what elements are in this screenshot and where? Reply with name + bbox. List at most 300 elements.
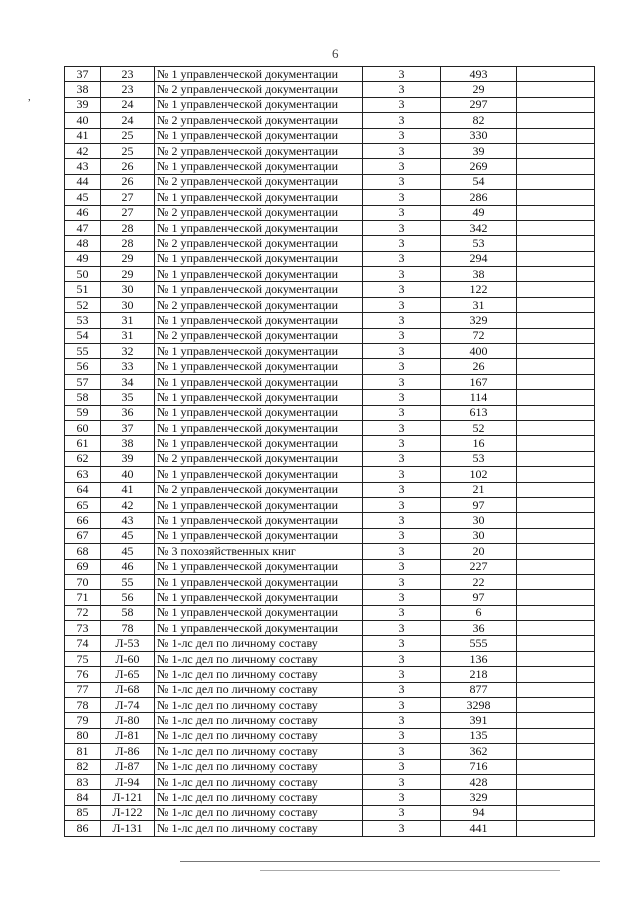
fund-number-cell: Л-65	[101, 667, 155, 682]
row-number-cell: 41	[65, 128, 101, 143]
inventory-title-cell: № 1-лс дел по личному составу	[155, 636, 363, 651]
files-count-cell: 330	[441, 128, 517, 143]
inventory-title-cell: № 1 управленческой документации	[155, 97, 363, 112]
files-count-cell: 82	[441, 113, 517, 128]
inventory-title-cell: № 1-лс дел по личному составу	[155, 790, 363, 805]
files-count-cell: 716	[441, 759, 517, 774]
fund-number-cell: 78	[101, 621, 155, 636]
inventory-title-cell: № 1 управленческой документации	[155, 220, 363, 235]
notes-cell	[517, 436, 595, 451]
storage-section-cell: 3	[363, 497, 441, 512]
row-number-cell: 83	[65, 774, 101, 789]
inventory-title-cell: № 1-лс дел по личному составу	[155, 651, 363, 666]
row-number-cell: 69	[65, 559, 101, 574]
fund-number-cell: 55	[101, 574, 155, 589]
storage-section-cell: 3	[363, 698, 441, 713]
inventory-title-cell: № 2 управленческой документации	[155, 174, 363, 189]
table-row	[65, 251, 595, 266]
fund-number-cell: 36	[101, 405, 155, 420]
table-row	[65, 297, 595, 312]
table-row	[65, 513, 595, 528]
notes-cell	[517, 420, 595, 435]
fund-number-cell: 40	[101, 467, 155, 482]
storage-section-cell: 3	[363, 236, 441, 251]
storage-section-cell: 3	[363, 128, 441, 143]
row-number-cell: 49	[65, 251, 101, 266]
fund-number-cell: 45	[101, 528, 155, 543]
archive-fund-table	[64, 66, 595, 837]
storage-section-cell: 3	[363, 528, 441, 543]
storage-section-cell: 3	[363, 159, 441, 174]
row-number-cell: 80	[65, 728, 101, 743]
notes-cell	[517, 67, 595, 82]
storage-section-cell: 3	[363, 513, 441, 528]
inventory-title-cell: № 1 управленческой документации	[155, 128, 363, 143]
files-count-cell: 877	[441, 682, 517, 697]
row-number-cell: 68	[65, 544, 101, 559]
storage-section-cell: 3	[363, 436, 441, 451]
notes-cell	[517, 774, 595, 789]
inventory-title-cell: № 1-лс дел по личному составу	[155, 728, 363, 743]
fund-number-cell: 29	[101, 251, 155, 266]
row-number-cell: 65	[65, 497, 101, 512]
notes-cell	[517, 328, 595, 343]
fund-number-cell: 33	[101, 359, 155, 374]
fund-number-cell: Л-94	[101, 774, 155, 789]
notes-cell	[517, 97, 595, 112]
row-number-cell: 62	[65, 451, 101, 466]
row-number-cell: 43	[65, 159, 101, 174]
notes-cell	[517, 605, 595, 620]
table-row	[65, 190, 595, 205]
inventory-title-cell: № 2 управленческой документации	[155, 236, 363, 251]
table-row	[65, 267, 595, 282]
table-row	[65, 544, 595, 559]
storage-section-cell: 3	[363, 559, 441, 574]
files-count-cell: 38	[441, 267, 517, 282]
inventory-title-cell: № 1 управленческой документации	[155, 251, 363, 266]
row-number-cell: 37	[65, 67, 101, 82]
notes-cell	[517, 267, 595, 282]
files-count-cell: 555	[441, 636, 517, 651]
files-count-cell: 286	[441, 190, 517, 205]
row-number-cell: 67	[65, 528, 101, 543]
files-count-cell: 30	[441, 513, 517, 528]
table-row	[65, 528, 595, 543]
table-row	[65, 744, 595, 759]
row-number-cell: 70	[65, 574, 101, 589]
fund-number-cell: 41	[101, 482, 155, 497]
notes-cell	[517, 236, 595, 251]
storage-section-cell: 3	[363, 544, 441, 559]
table-row	[65, 359, 595, 374]
notes-cell	[517, 528, 595, 543]
storage-section-cell: 3	[363, 359, 441, 374]
fund-number-cell: 24	[101, 113, 155, 128]
storage-section-cell: 3	[363, 190, 441, 205]
row-number-cell: 51	[65, 282, 101, 297]
fund-number-cell: 26	[101, 159, 155, 174]
storage-section-cell: 3	[363, 267, 441, 282]
fund-number-cell: Л-86	[101, 744, 155, 759]
inventory-title-cell: № 1 управленческой документации	[155, 513, 363, 528]
notes-cell	[517, 559, 595, 574]
inventory-title-cell: № 1 управленческой документации	[155, 374, 363, 389]
notes-cell	[517, 359, 595, 374]
fund-number-cell: 56	[101, 590, 155, 605]
storage-section-cell: 3	[363, 113, 441, 128]
inventory-title-cell: № 1 управленческой документации	[155, 467, 363, 482]
table-row	[65, 559, 595, 574]
storage-section-cell: 3	[363, 420, 441, 435]
files-count-cell: 26	[441, 359, 517, 374]
fund-number-cell: 31	[101, 313, 155, 328]
files-count-cell: 36	[441, 621, 517, 636]
table-row	[65, 328, 595, 343]
row-number-cell: 81	[65, 744, 101, 759]
files-count-cell: 135	[441, 728, 517, 743]
fund-number-cell: Л-74	[101, 698, 155, 713]
files-count-cell: 31	[441, 297, 517, 312]
notes-cell	[517, 190, 595, 205]
inventory-title-cell: № 2 управленческой документации	[155, 451, 363, 466]
files-count-cell: 72	[441, 328, 517, 343]
storage-section-cell: 3	[363, 667, 441, 682]
notes-cell	[517, 513, 595, 528]
files-count-cell: 441	[441, 821, 517, 836]
row-number-cell: 50	[65, 267, 101, 282]
row-number-cell: 40	[65, 113, 101, 128]
table-row	[65, 313, 595, 328]
inventory-title-cell: № 1-лс дел по личному составу	[155, 759, 363, 774]
table-row	[65, 205, 595, 220]
storage-section-cell: 3	[363, 390, 441, 405]
table-row	[65, 497, 595, 512]
notes-cell	[517, 143, 595, 158]
storage-section-cell: 3	[363, 744, 441, 759]
row-number-cell: 59	[65, 405, 101, 420]
notes-cell	[517, 636, 595, 651]
storage-section-cell: 3	[363, 205, 441, 220]
row-number-cell: 46	[65, 205, 101, 220]
table-row	[65, 344, 595, 359]
files-count-cell: 94	[441, 805, 517, 820]
fund-number-cell: 25	[101, 128, 155, 143]
storage-section-cell: 3	[363, 482, 441, 497]
table-row	[65, 774, 595, 789]
table-row	[65, 621, 595, 636]
notes-cell	[517, 113, 595, 128]
row-number-cell: 54	[65, 328, 101, 343]
fund-number-cell: Л-60	[101, 651, 155, 666]
inventory-title-cell: № 1 управленческой документации	[155, 159, 363, 174]
table-row	[65, 420, 595, 435]
table-row	[65, 605, 595, 620]
inventory-title-cell: № 1 управленческой документации	[155, 559, 363, 574]
storage-section-cell: 3	[363, 405, 441, 420]
files-count-cell: 16	[441, 436, 517, 451]
notes-cell	[517, 297, 595, 312]
notes-cell	[517, 374, 595, 389]
storage-section-cell: 3	[363, 297, 441, 312]
table-body	[65, 67, 595, 837]
inventory-title-cell: № 1 управленческой документации	[155, 359, 363, 374]
fund-number-cell: 24	[101, 97, 155, 112]
row-number-cell: 56	[65, 359, 101, 374]
row-number-cell: 72	[65, 605, 101, 620]
files-count-cell: 294	[441, 251, 517, 266]
row-number-cell: 71	[65, 590, 101, 605]
inventory-title-cell: № 1 управленческой документации	[155, 282, 363, 297]
inventory-title-cell: № 1 управленческой документации	[155, 313, 363, 328]
row-number-cell: 53	[65, 313, 101, 328]
notes-cell	[517, 313, 595, 328]
fund-number-cell: 45	[101, 544, 155, 559]
inventory-title-cell: № 1-лс дел по личному составу	[155, 744, 363, 759]
storage-section-cell: 3	[363, 821, 441, 836]
row-number-cell: 39	[65, 97, 101, 112]
fund-number-cell: Л-81	[101, 728, 155, 743]
fund-number-cell: 37	[101, 420, 155, 435]
notes-cell	[517, 821, 595, 836]
table-row	[65, 636, 595, 651]
row-number-cell: 75	[65, 651, 101, 666]
files-count-cell: 269	[441, 159, 517, 174]
table-row	[65, 236, 595, 251]
row-number-cell: 57	[65, 374, 101, 389]
files-count-cell: 122	[441, 282, 517, 297]
table-row	[65, 374, 595, 389]
inventory-title-cell: № 1-лс дел по личному составу	[155, 774, 363, 789]
row-number-cell: 73	[65, 621, 101, 636]
storage-section-cell: 3	[363, 574, 441, 589]
files-count-cell: 342	[441, 220, 517, 235]
fund-number-cell: 42	[101, 497, 155, 512]
table-row	[65, 405, 595, 420]
notes-cell	[517, 205, 595, 220]
notes-cell	[517, 590, 595, 605]
files-count-cell: 218	[441, 667, 517, 682]
fund-number-cell: Л-131	[101, 821, 155, 836]
storage-section-cell: 3	[363, 451, 441, 466]
fund-number-cell: 46	[101, 559, 155, 574]
storage-section-cell: 3	[363, 621, 441, 636]
storage-section-cell: 3	[363, 251, 441, 266]
row-number-cell: 84	[65, 790, 101, 805]
row-number-cell: 66	[65, 513, 101, 528]
notes-cell	[517, 651, 595, 666]
storage-section-cell: 3	[363, 82, 441, 97]
notes-cell	[517, 497, 595, 512]
inventory-title-cell: № 1 управленческой документации	[155, 528, 363, 543]
notes-cell	[517, 744, 595, 759]
files-count-cell: 329	[441, 313, 517, 328]
storage-section-cell: 3	[363, 805, 441, 820]
table-row	[65, 482, 595, 497]
fund-number-cell: 35	[101, 390, 155, 405]
files-count-cell: 102	[441, 467, 517, 482]
storage-section-cell: 3	[363, 759, 441, 774]
table-row	[65, 667, 595, 682]
inventory-title-cell: № 1-лс дел по личному составу	[155, 698, 363, 713]
table-row	[65, 282, 595, 297]
files-count-cell: 29	[441, 82, 517, 97]
row-number-cell: 52	[65, 297, 101, 312]
notes-cell	[517, 621, 595, 636]
table-row	[65, 390, 595, 405]
fund-number-cell: 27	[101, 205, 155, 220]
inventory-title-cell: № 1-лс дел по личному составу	[155, 667, 363, 682]
notes-cell	[517, 390, 595, 405]
row-number-cell: 44	[65, 174, 101, 189]
files-count-cell: 297	[441, 97, 517, 112]
files-count-cell: 20	[441, 544, 517, 559]
table-row	[65, 436, 595, 451]
inventory-title-cell: № 1 управленческой документации	[155, 344, 363, 359]
notes-cell	[517, 544, 595, 559]
notes-cell	[517, 482, 595, 497]
notes-cell	[517, 405, 595, 420]
notes-cell	[517, 574, 595, 589]
table-row	[65, 220, 595, 235]
fund-number-cell: Л-122	[101, 805, 155, 820]
files-count-cell: 52	[441, 420, 517, 435]
table-row	[65, 728, 595, 743]
inventory-title-cell: № 2 управленческой документации	[155, 482, 363, 497]
fund-number-cell: 23	[101, 67, 155, 82]
fund-number-cell: 32	[101, 344, 155, 359]
storage-section-cell: 3	[363, 636, 441, 651]
table-row	[65, 159, 595, 174]
inventory-title-cell: № 1 управленческой документации	[155, 190, 363, 205]
notes-cell	[517, 282, 595, 297]
row-number-cell: 42	[65, 143, 101, 158]
table-row	[65, 451, 595, 466]
inventory-title-cell: № 1 управленческой документации	[155, 605, 363, 620]
table-row	[65, 698, 595, 713]
inventory-title-cell: № 2 управленческой документации	[155, 297, 363, 312]
table-row	[65, 682, 595, 697]
storage-section-cell: 3	[363, 143, 441, 158]
row-number-cell: 85	[65, 805, 101, 820]
inventory-title-cell: № 1-лс дел по личному составу	[155, 821, 363, 836]
table-row	[65, 790, 595, 805]
storage-section-cell: 3	[363, 590, 441, 605]
files-count-cell: 97	[441, 590, 517, 605]
storage-section-cell: 3	[363, 313, 441, 328]
inventory-title-cell: № 2 управленческой документации	[155, 328, 363, 343]
files-count-cell: 114	[441, 390, 517, 405]
row-number-cell: 82	[65, 759, 101, 774]
notes-cell	[517, 344, 595, 359]
inventory-title-cell: № 1 управленческой документации	[155, 590, 363, 605]
table-row	[65, 174, 595, 189]
inventory-title-cell: № 1-лс дел по личному составу	[155, 805, 363, 820]
fund-number-cell: Л-80	[101, 713, 155, 728]
row-number-cell: 77	[65, 682, 101, 697]
inventory-title-cell: № 1 управленческой документации	[155, 420, 363, 435]
files-count-cell: 30	[441, 528, 517, 543]
inventory-title-cell: № 1 управленческой документации	[155, 67, 363, 82]
storage-section-cell: 3	[363, 220, 441, 235]
storage-section-cell: 3	[363, 605, 441, 620]
files-count-cell: 400	[441, 344, 517, 359]
inventory-title-cell: № 1 управленческой документации	[155, 574, 363, 589]
files-count-cell: 391	[441, 713, 517, 728]
margin-mark: ,	[28, 91, 31, 103]
row-number-cell: 78	[65, 698, 101, 713]
notes-cell	[517, 713, 595, 728]
fund-number-cell: 29	[101, 267, 155, 282]
inventory-title-cell: № 1 управленческой документации	[155, 267, 363, 282]
storage-section-cell: 3	[363, 728, 441, 743]
notes-cell	[517, 467, 595, 482]
notes-cell	[517, 698, 595, 713]
notes-cell	[517, 174, 595, 189]
files-count-cell: 97	[441, 497, 517, 512]
fund-number-cell: 26	[101, 174, 155, 189]
storage-section-cell: 3	[363, 651, 441, 666]
inventory-title-cell: № 2 управленческой документации	[155, 205, 363, 220]
row-number-cell: 76	[65, 667, 101, 682]
row-number-cell: 64	[65, 482, 101, 497]
inventory-title-cell: № 1-лс дел по личному составу	[155, 682, 363, 697]
fund-number-cell: 30	[101, 297, 155, 312]
row-number-cell: 47	[65, 220, 101, 235]
fund-number-cell: 39	[101, 451, 155, 466]
table-row	[65, 128, 595, 143]
storage-section-cell: 3	[363, 328, 441, 343]
notes-cell	[517, 667, 595, 682]
row-number-cell: 58	[65, 390, 101, 405]
fund-number-cell: 30	[101, 282, 155, 297]
table-row	[65, 82, 595, 97]
notes-cell	[517, 790, 595, 805]
notes-cell	[517, 128, 595, 143]
notes-cell	[517, 728, 595, 743]
bottom-rule	[180, 861, 600, 862]
bottom-rule-secondary	[260, 870, 560, 871]
notes-cell	[517, 159, 595, 174]
fund-number-cell: Л-68	[101, 682, 155, 697]
row-number-cell: 61	[65, 436, 101, 451]
fund-number-cell: 58	[101, 605, 155, 620]
files-count-cell: 136	[441, 651, 517, 666]
files-count-cell: 21	[441, 482, 517, 497]
table-row	[65, 143, 595, 158]
fund-number-cell: 34	[101, 374, 155, 389]
inventory-title-cell: № 2 управленческой документации	[155, 143, 363, 158]
table-row	[65, 590, 595, 605]
fund-number-cell: 27	[101, 190, 155, 205]
table-row	[65, 805, 595, 820]
inventory-title-cell: № 2 управленческой документации	[155, 113, 363, 128]
row-number-cell: 45	[65, 190, 101, 205]
table-row	[65, 713, 595, 728]
storage-section-cell: 3	[363, 467, 441, 482]
files-count-cell: 49	[441, 205, 517, 220]
storage-section-cell: 3	[363, 282, 441, 297]
fund-number-cell: 43	[101, 513, 155, 528]
files-count-cell: 227	[441, 559, 517, 574]
table-row	[65, 821, 595, 836]
files-count-cell: 6	[441, 605, 517, 620]
fund-number-cell: 25	[101, 143, 155, 158]
inventory-title-cell: № 1 управленческой документации	[155, 436, 363, 451]
row-number-cell: 38	[65, 82, 101, 97]
storage-section-cell: 3	[363, 713, 441, 728]
notes-cell	[517, 805, 595, 820]
